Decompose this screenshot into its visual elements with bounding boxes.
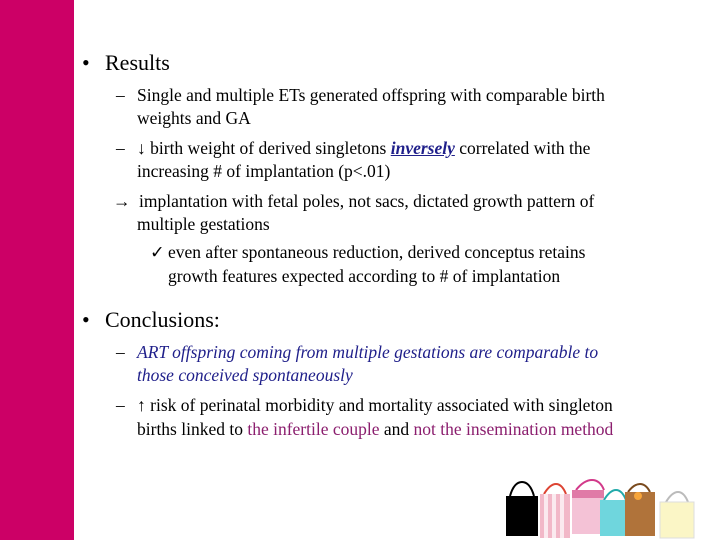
conclusions-item2-dash: – bbox=[116, 395, 125, 415]
results-item2-prefix: birth weight of derived singletons bbox=[150, 138, 387, 158]
results-item2-suffix: correlated with the bbox=[459, 138, 591, 158]
conclusions-item2-line1 bbox=[137, 394, 613, 416]
results-heading: Results bbox=[105, 50, 170, 75]
highlight-infertile-couple: the infertile couple bbox=[247, 419, 380, 439]
results-bullet: • bbox=[82, 50, 90, 75]
conclusions-item1-dash: – bbox=[116, 342, 125, 362]
results-item4-line2: growth features expected according to # of implantation bbox=[168, 266, 561, 286]
conclusions-item1-line1: ART offspring coming from multiple gestations are comparable to bbox=[137, 342, 599, 362]
shopping-bags-icon bbox=[500, 478, 700, 540]
up-arrow-icon: ↑ bbox=[137, 395, 146, 415]
results-item4-line1: even after spontaneous reduction, derived conceptus retains bbox=[168, 242, 586, 262]
right-arrow-icon: → bbox=[113, 191, 131, 211]
results-item3-line2: multiple gestations bbox=[137, 214, 270, 234]
sidebar-stripe bbox=[0, 0, 74, 540]
conclusions-item2-line1-text: risk of perinatal morbidity and mortality associated with singleton bbox=[150, 395, 613, 415]
conclusions-bullet: • bbox=[82, 307, 90, 332]
conclusions-item2-line2 bbox=[137, 418, 613, 440]
results-item2-emphasis: inversely bbox=[390, 138, 455, 158]
conclusions-item2-prefix: births linked to bbox=[137, 419, 243, 439]
results-item2-line1 bbox=[137, 137, 590, 159]
conclusions-heading: Conclusions: bbox=[105, 307, 220, 332]
results-item3-line1: implantation with fetal poles, not sacs, dictated growth pattern of bbox=[139, 191, 595, 211]
results-item1-line1: Single and multiple ETs generated offspring with comparable birth bbox=[137, 85, 605, 105]
results-item2-line2: increasing # of implantation (p<.01) bbox=[137, 161, 391, 181]
highlight-not-insemination: not the insemination method bbox=[413, 419, 614, 439]
results-item2-dash: – bbox=[116, 138, 125, 158]
checkmark-icon: ✓ bbox=[150, 242, 165, 262]
results-item1-line2: weights and GA bbox=[137, 108, 251, 128]
conclusions-item2-and: and bbox=[383, 419, 410, 439]
down-arrow-icon: ↓ bbox=[137, 138, 146, 158]
conclusions-item1-line2: those conceived spontaneously bbox=[137, 365, 353, 385]
results-item1-dash: – bbox=[116, 85, 125, 105]
